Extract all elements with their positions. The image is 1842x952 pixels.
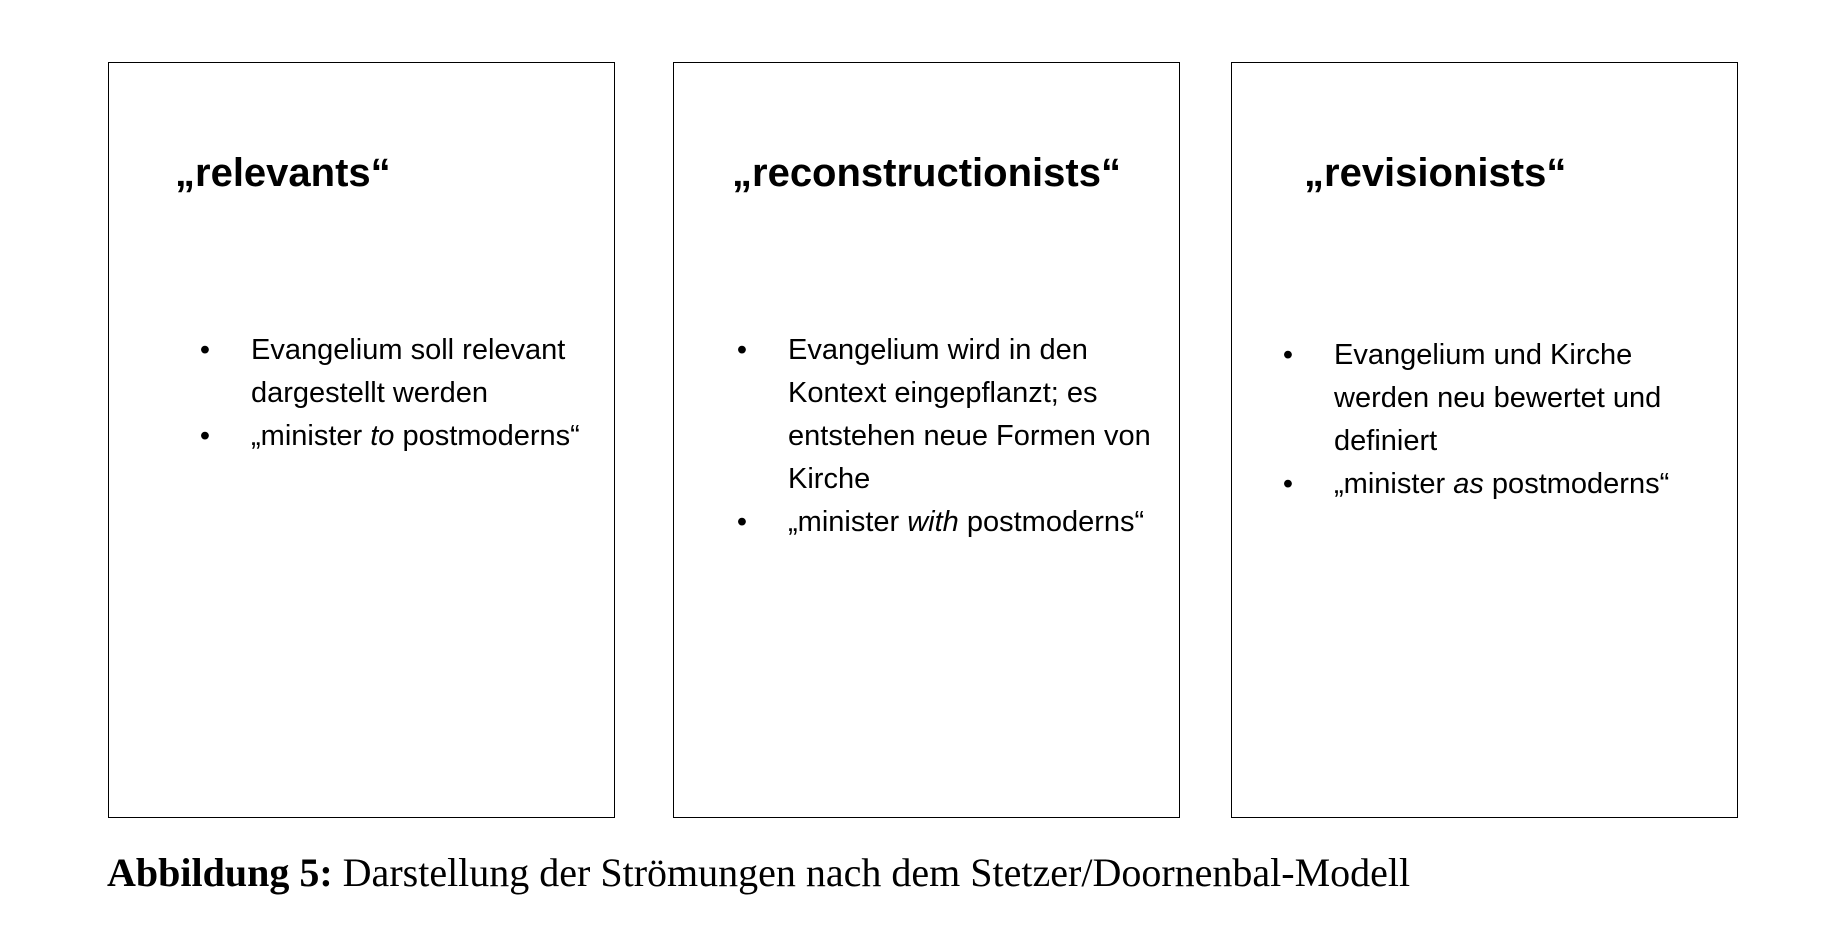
- bullet-icon: •: [736, 506, 748, 538]
- caption-text: Darstellung der Strömungen nach dem Stetzer/Doornenbal-Modell: [332, 850, 1411, 895]
- column-box-revisionists: [1231, 62, 1738, 818]
- bullet-list: [195, 329, 595, 458]
- bullet-text-start: „minister: [251, 420, 371, 452]
- bullet-list: [1278, 334, 1708, 506]
- bullet-text-emphasis: with: [907, 506, 959, 538]
- bullet-text-emphasis: to: [370, 420, 395, 452]
- bullet-icon: •: [199, 420, 211, 452]
- bullet-text-end: postmoderns“: [1483, 468, 1670, 500]
- column-title: „reconstructionists“: [732, 151, 1121, 195]
- caption-label: Abbildung 5:: [107, 850, 333, 895]
- column-title: „revisionists“: [1304, 151, 1567, 195]
- bullet-text: Evangelium soll relevant dargestellt werden: [251, 334, 566, 409]
- bullet-icon: •: [1282, 468, 1294, 500]
- bullet-text: Evangelium wird in den Kontext eingepflanzt; es entstehen neue Formen von Kirche: [788, 334, 1151, 495]
- bullet-text-start: „minister: [1334, 468, 1454, 500]
- bullet-item: [195, 415, 595, 458]
- bullet-text-start: „minister: [788, 506, 908, 538]
- bullet-icon: •: [199, 334, 211, 366]
- bullet-item: [195, 329, 595, 415]
- figure-caption: [107, 848, 1410, 898]
- column-title: „relevants“: [175, 151, 391, 195]
- bullet-text-end: postmoderns“: [958, 506, 1145, 538]
- bullet-item: [732, 501, 1162, 544]
- bullet-text-end: postmoderns“: [394, 420, 580, 452]
- bullet-item: [732, 329, 1162, 501]
- column-box-reconstructionists: [673, 62, 1180, 818]
- bullet-icon: •: [1282, 339, 1294, 371]
- bullet-text: Evangelium und Kirche werden neu bewertet und definiert: [1334, 339, 1662, 457]
- column-box-relevants: [108, 62, 615, 818]
- bullet-item: [1278, 463, 1708, 506]
- bullet-list: [732, 329, 1162, 544]
- bullet-item: [1278, 334, 1708, 463]
- bullet-text-emphasis: as: [1453, 468, 1484, 500]
- bullet-icon: •: [736, 334, 748, 366]
